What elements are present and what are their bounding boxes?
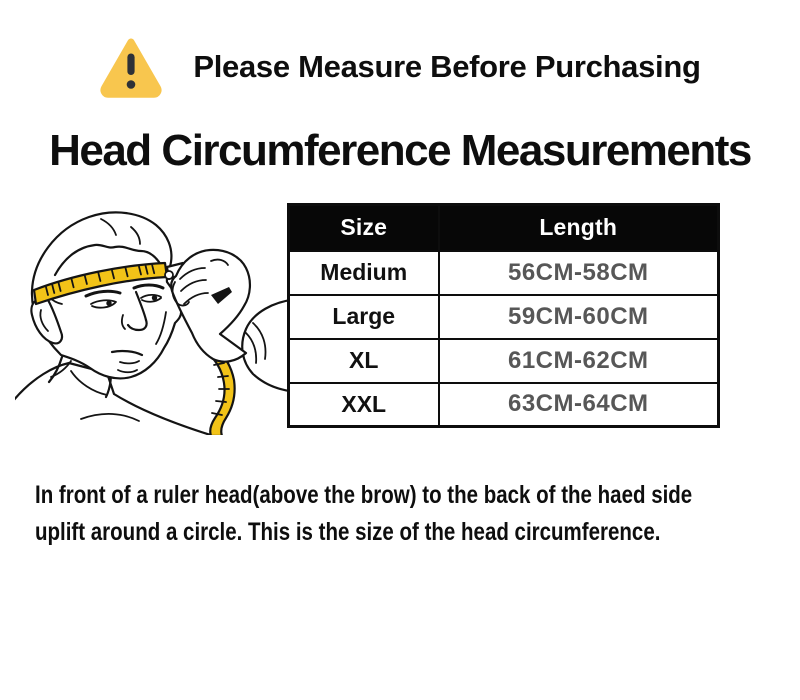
warning-header xyxy=(0,36,800,98)
length-cell: 59CM-60CM xyxy=(439,295,719,339)
length-cell: 63CM-64CM xyxy=(439,383,719,427)
instruction-line-1: In front of a ruler head(above the brow) to the back of the haed side xyxy=(35,481,693,509)
size-cell: XXL xyxy=(289,383,439,427)
instruction-line-2: uplift around a circle. This is the size of the head circumference. xyxy=(35,518,661,546)
table-row xyxy=(289,295,719,339)
length-cell: 61CM-62CM xyxy=(439,339,719,383)
exclamation-dot xyxy=(127,80,136,89)
left-pupil xyxy=(106,301,111,306)
warning-triangle-icon xyxy=(99,36,163,98)
warning-title: Please Measure Before Purchasing xyxy=(193,49,701,84)
size-cell: Medium xyxy=(289,251,439,295)
length-cell: 56CM-58CM xyxy=(439,251,719,295)
man-measuring-head-icon xyxy=(15,205,295,435)
length-column-header: Length xyxy=(439,205,719,251)
exclamation-bar xyxy=(128,54,135,76)
tape-end-ring xyxy=(165,271,173,279)
size-column-header: Size xyxy=(289,205,439,251)
table-row xyxy=(289,383,719,427)
right-pupil xyxy=(152,295,157,300)
page-title: Head Circumference Measurements xyxy=(49,126,751,175)
table-row xyxy=(289,251,719,295)
size-table xyxy=(287,203,720,428)
table-header-row xyxy=(289,205,719,251)
measuring-illustration xyxy=(15,205,295,435)
size-cell: XL xyxy=(289,339,439,383)
instruction-text xyxy=(35,477,692,551)
size-cell: Large xyxy=(289,295,439,339)
table-row xyxy=(289,339,719,383)
